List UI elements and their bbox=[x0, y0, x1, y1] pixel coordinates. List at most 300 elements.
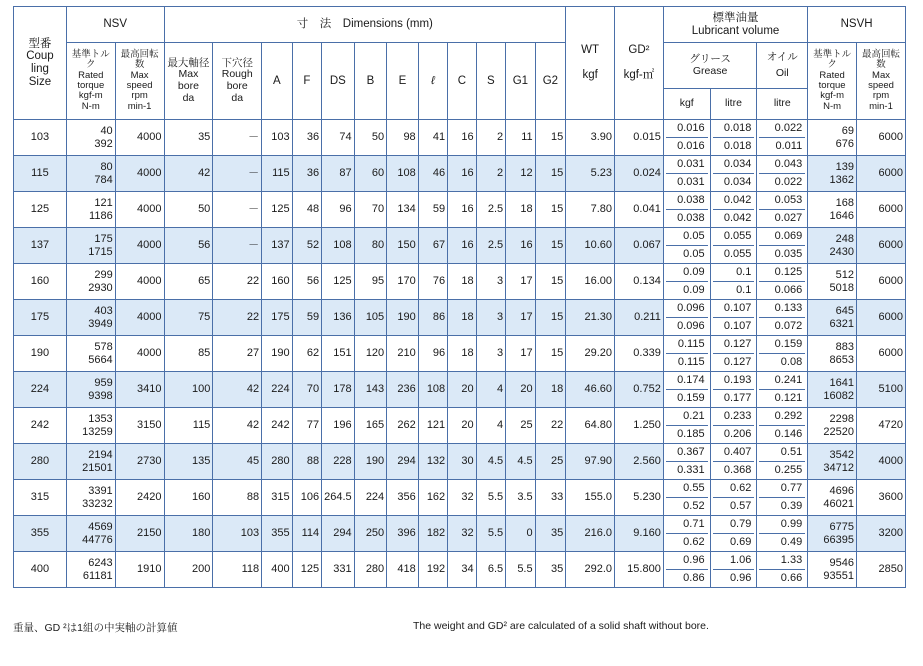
table-row bbox=[14, 264, 906, 300]
cell-rough-bore: 22 bbox=[213, 300, 262, 336]
cell-max-bore: 75 bbox=[164, 300, 213, 336]
table-body bbox=[14, 120, 906, 588]
cell-dim-l: 76 bbox=[418, 264, 447, 300]
cell-oil-litre: 0.053 0.027 bbox=[757, 192, 808, 228]
cell-dim-b: 165 bbox=[354, 408, 387, 444]
cell-dim-g2: 18 bbox=[535, 372, 566, 408]
header-dim-l: ℓ bbox=[418, 43, 447, 120]
cell-dim-a: 190 bbox=[262, 336, 293, 372]
cell-dim-f: 106 bbox=[292, 480, 321, 516]
cell-dim-g1: 17 bbox=[506, 300, 535, 336]
cell-dim-s: 4.5 bbox=[476, 444, 505, 480]
cell-dim-f: 36 bbox=[292, 120, 321, 156]
cell-dim-a: 400 bbox=[262, 552, 293, 588]
header-nsv: NSV bbox=[66, 7, 164, 43]
cell-rough-bore: 42 bbox=[213, 372, 262, 408]
cell-wt: 97.90 bbox=[566, 444, 615, 480]
cell-grease-kgf: 0.367 0.331 bbox=[663, 444, 710, 480]
header-dim-g1: G1 bbox=[506, 43, 535, 120]
cell-oil-litre: 0.022 0.011 bbox=[757, 120, 808, 156]
cell-nsvh-torque: 9546 93551 bbox=[808, 552, 857, 588]
cell-gd: 0.041 bbox=[615, 192, 664, 228]
cell-wt: 5.23 bbox=[566, 156, 615, 192]
cell-size: 160 bbox=[14, 264, 67, 300]
cell-rated-torque: 175 1715 bbox=[66, 228, 115, 264]
header-wt: WT kgf bbox=[566, 7, 615, 120]
cell-dim-g1: 25 bbox=[506, 408, 535, 444]
cell-max-speed: 4000 bbox=[115, 264, 164, 300]
cell-dim-e: 356 bbox=[387, 480, 419, 516]
cell-dim-g1: 3.5 bbox=[506, 480, 535, 516]
cell-max-speed: 1910 bbox=[115, 552, 164, 588]
cell-nsvh-speed: 6000 bbox=[857, 336, 906, 372]
cell-nsvh-speed: 5100 bbox=[857, 372, 906, 408]
cell-grease-kgf: 0.71 0.62 bbox=[663, 516, 710, 552]
cell-gd: 0.211 bbox=[615, 300, 664, 336]
cell-dim-a: 280 bbox=[262, 444, 293, 480]
cell-grease-kgf: 0.038 0.038 bbox=[663, 192, 710, 228]
header-rough-bore: 下穴径 Rough bore da bbox=[213, 43, 262, 120]
cell-wt: 292.0 bbox=[566, 552, 615, 588]
cell-dim-b: 250 bbox=[354, 516, 387, 552]
cell-dim-f: 70 bbox=[292, 372, 321, 408]
cell-dim-ds: 178 bbox=[322, 372, 355, 408]
cell-dim-f: 114 bbox=[292, 516, 321, 552]
cell-dim-e: 418 bbox=[387, 552, 419, 588]
cell-dim-g1: 5.5 bbox=[506, 552, 535, 588]
cell-dim-a: 125 bbox=[262, 192, 293, 228]
cell-dim-e: 236 bbox=[387, 372, 419, 408]
cell-max-bore: 65 bbox=[164, 264, 213, 300]
cell-nsvh-torque: 3542 34712 bbox=[808, 444, 857, 480]
cell-dim-s: 5.5 bbox=[476, 480, 505, 516]
header-max-speed: 最高回転数 Max speed rpm min-1 bbox=[115, 43, 164, 120]
cell-dim-s: 6.5 bbox=[476, 552, 505, 588]
cell-rough-bore: － bbox=[213, 228, 262, 264]
cell-dim-b: 50 bbox=[354, 120, 387, 156]
cell-size: 137 bbox=[14, 228, 67, 264]
cell-rated-torque: 3391 33232 bbox=[66, 480, 115, 516]
cell-dim-ds: 96 bbox=[322, 192, 355, 228]
cell-dim-g1: 11 bbox=[506, 120, 535, 156]
cell-gd: 1.250 bbox=[615, 408, 664, 444]
cell-rough-bore: 27 bbox=[213, 336, 262, 372]
cell-dim-g1: 17 bbox=[506, 336, 535, 372]
cell-dim-c: 16 bbox=[448, 156, 476, 192]
cell-max-speed: 2420 bbox=[115, 480, 164, 516]
cell-dim-e: 98 bbox=[387, 120, 419, 156]
table-row bbox=[14, 372, 906, 408]
cell-rated-torque: 403 3949 bbox=[66, 300, 115, 336]
cell-dim-ds: 74 bbox=[322, 120, 355, 156]
cell-dim-e: 170 bbox=[387, 264, 419, 300]
header-dim-e: E bbox=[387, 43, 419, 120]
cell-dim-l: 192 bbox=[418, 552, 447, 588]
cell-dim-b: 70 bbox=[354, 192, 387, 228]
cell-dim-b: 190 bbox=[354, 444, 387, 480]
cell-dim-e: 108 bbox=[387, 156, 419, 192]
cell-oil-litre: 0.133 0.072 bbox=[757, 300, 808, 336]
cell-size: 242 bbox=[14, 408, 67, 444]
cell-oil-litre: 0.292 0.146 bbox=[757, 408, 808, 444]
cell-rough-bore: 118 bbox=[213, 552, 262, 588]
header-grease: グリース Grease bbox=[663, 43, 757, 89]
cell-dim-l: 96 bbox=[418, 336, 447, 372]
cell-gd: 0.067 bbox=[615, 228, 664, 264]
cell-grease-kgf: 0.115 0.115 bbox=[663, 336, 710, 372]
cell-size: 125 bbox=[14, 192, 67, 228]
cell-dim-c: 34 bbox=[448, 552, 476, 588]
header-oil: オイル Oil bbox=[757, 43, 808, 89]
cell-nsvh-speed: 6000 bbox=[857, 264, 906, 300]
header-model: 型番 Coup ling Size bbox=[14, 7, 67, 120]
cell-dim-a: 175 bbox=[262, 300, 293, 336]
cell-nsvh-torque: 2298 22520 bbox=[808, 408, 857, 444]
cell-dim-l: 41 bbox=[418, 120, 447, 156]
cell-dim-g1: 0 bbox=[506, 516, 535, 552]
cell-grease-litre: 0.62 0.57 bbox=[710, 480, 757, 516]
cell-oil-litre: 0.069 0.035 bbox=[757, 228, 808, 264]
cell-dim-g2: 15 bbox=[535, 228, 566, 264]
cell-dim-g1: 20 bbox=[506, 372, 535, 408]
cell-dim-e: 262 bbox=[387, 408, 419, 444]
cell-dim-c: 18 bbox=[448, 264, 476, 300]
cell-dim-a: 137 bbox=[262, 228, 293, 264]
cell-dim-l: 67 bbox=[418, 228, 447, 264]
cell-wt: 64.80 bbox=[566, 408, 615, 444]
cell-nsvh-speed: 6000 bbox=[857, 192, 906, 228]
cell-rough-bore: － bbox=[213, 156, 262, 192]
cell-dim-g2: 15 bbox=[535, 156, 566, 192]
cell-dim-s: 3 bbox=[476, 336, 505, 372]
table-row bbox=[14, 480, 906, 516]
cell-dim-g2: 15 bbox=[535, 336, 566, 372]
header-grease-kgf: kgf bbox=[663, 89, 710, 120]
cell-dim-g2: 35 bbox=[535, 552, 566, 588]
cell-dim-ds: 136 bbox=[322, 300, 355, 336]
cell-max-speed: 4000 bbox=[115, 192, 164, 228]
cell-rough-bore: － bbox=[213, 120, 262, 156]
cell-dim-g2: 25 bbox=[535, 444, 566, 480]
cell-rough-bore: 45 bbox=[213, 444, 262, 480]
cell-dim-c: 18 bbox=[448, 300, 476, 336]
cell-oil-litre: 0.77 0.39 bbox=[757, 480, 808, 516]
table-row bbox=[14, 552, 906, 588]
cell-dim-ds: 196 bbox=[322, 408, 355, 444]
cell-grease-kgf: 0.21 0.185 bbox=[663, 408, 710, 444]
cell-dim-g2: 15 bbox=[535, 120, 566, 156]
cell-grease-litre: 0.034 0.034 bbox=[710, 156, 757, 192]
cell-size: 400 bbox=[14, 552, 67, 588]
cell-nsvh-torque: 1641 16082 bbox=[808, 372, 857, 408]
cell-dim-s: 5.5 bbox=[476, 516, 505, 552]
cell-grease-kgf: 0.05 0.05 bbox=[663, 228, 710, 264]
table-row bbox=[14, 408, 906, 444]
cell-wt: 216.0 bbox=[566, 516, 615, 552]
header-dim-f: F bbox=[292, 43, 321, 120]
header-dim-g2: G2 bbox=[535, 43, 566, 120]
cell-grease-kgf: 0.96 0.86 bbox=[663, 552, 710, 588]
cell-max-bore: 115 bbox=[164, 408, 213, 444]
cell-dim-f: 52 bbox=[292, 228, 321, 264]
cell-grease-litre: 0.127 0.127 bbox=[710, 336, 757, 372]
cell-dim-ds: 87 bbox=[322, 156, 355, 192]
cell-dim-s: 4 bbox=[476, 372, 505, 408]
cell-rough-bore: 42 bbox=[213, 408, 262, 444]
header-dim-c: C bbox=[448, 43, 476, 120]
cell-max-bore: 35 bbox=[164, 120, 213, 156]
cell-dim-f: 59 bbox=[292, 300, 321, 336]
cell-dim-g1: 18 bbox=[506, 192, 535, 228]
cell-rated-torque: 121 1186 bbox=[66, 192, 115, 228]
cell-dim-l: 132 bbox=[418, 444, 447, 480]
cell-max-speed: 3150 bbox=[115, 408, 164, 444]
cell-nsvh-speed: 6000 bbox=[857, 300, 906, 336]
cell-nsvh-torque: 69 676 bbox=[808, 120, 857, 156]
cell-gd: 15.800 bbox=[615, 552, 664, 588]
cell-grease-litre: 0.407 0.368 bbox=[710, 444, 757, 480]
cell-oil-litre: 0.241 0.121 bbox=[757, 372, 808, 408]
cell-dim-c: 16 bbox=[448, 228, 476, 264]
header-oil-litre: litre bbox=[757, 89, 808, 120]
cell-dim-a: 115 bbox=[262, 156, 293, 192]
cell-rated-torque: 40 392 bbox=[66, 120, 115, 156]
cell-dim-c: 32 bbox=[448, 480, 476, 516]
cell-nsvh-speed: 4000 bbox=[857, 444, 906, 480]
cell-grease-litre: 0.055 0.055 bbox=[710, 228, 757, 264]
cell-dim-e: 294 bbox=[387, 444, 419, 480]
cell-grease-litre: 0.018 0.018 bbox=[710, 120, 757, 156]
cell-dim-f: 77 bbox=[292, 408, 321, 444]
cell-wt: 16.00 bbox=[566, 264, 615, 300]
cell-grease-kgf: 0.096 0.096 bbox=[663, 300, 710, 336]
cell-max-speed: 4000 bbox=[115, 120, 164, 156]
cell-dim-l: 86 bbox=[418, 300, 447, 336]
cell-rated-torque: 80 784 bbox=[66, 156, 115, 192]
header-dim-ds: DS bbox=[322, 43, 355, 120]
cell-dim-l: 121 bbox=[418, 408, 447, 444]
cell-dim-g1: 4.5 bbox=[506, 444, 535, 480]
table-row bbox=[14, 192, 906, 228]
cell-nsvh-torque: 4696 46021 bbox=[808, 480, 857, 516]
cell-dim-f: 88 bbox=[292, 444, 321, 480]
cell-dim-f: 36 bbox=[292, 156, 321, 192]
cell-dim-g2: 15 bbox=[535, 300, 566, 336]
header-gd: GD² kgf-㎡ bbox=[615, 7, 664, 120]
cell-max-speed: 4000 bbox=[115, 336, 164, 372]
cell-dim-c: 16 bbox=[448, 120, 476, 156]
table-row bbox=[14, 120, 906, 156]
cell-grease-kgf: 0.174 0.159 bbox=[663, 372, 710, 408]
table-row bbox=[14, 228, 906, 264]
cell-dim-g2: 15 bbox=[535, 192, 566, 228]
cell-rated-torque: 578 5664 bbox=[66, 336, 115, 372]
cell-nsvh-torque: 168 1646 bbox=[808, 192, 857, 228]
cell-wt: 7.80 bbox=[566, 192, 615, 228]
cell-grease-kgf: 0.016 0.016 bbox=[663, 120, 710, 156]
cell-dim-b: 280 bbox=[354, 552, 387, 588]
table-row bbox=[14, 156, 906, 192]
header-dim-s: S bbox=[476, 43, 505, 120]
cell-dim-s: 4 bbox=[476, 408, 505, 444]
cell-size: 190 bbox=[14, 336, 67, 372]
cell-nsvh-speed: 2850 bbox=[857, 552, 906, 588]
cell-wt: 46.60 bbox=[566, 372, 615, 408]
cell-rough-bore: － bbox=[213, 192, 262, 228]
cell-nsvh-torque: 6775 66395 bbox=[808, 516, 857, 552]
table-row bbox=[14, 516, 906, 552]
cell-max-bore: 135 bbox=[164, 444, 213, 480]
cell-dim-f: 125 bbox=[292, 552, 321, 588]
cell-wt: 3.90 bbox=[566, 120, 615, 156]
cell-grease-kgf: 0.031 0.031 bbox=[663, 156, 710, 192]
cell-grease-litre: 0.233 0.206 bbox=[710, 408, 757, 444]
cell-dim-s: 2.5 bbox=[476, 228, 505, 264]
cell-gd: 0.134 bbox=[615, 264, 664, 300]
cell-wt: 29.20 bbox=[566, 336, 615, 372]
cell-grease-litre: 0.042 0.042 bbox=[710, 192, 757, 228]
cell-nsvh-speed: 6000 bbox=[857, 120, 906, 156]
cell-max-bore: 200 bbox=[164, 552, 213, 588]
cell-rated-torque: 299 2930 bbox=[66, 264, 115, 300]
cell-dim-l: 162 bbox=[418, 480, 447, 516]
cell-max-speed: 4000 bbox=[115, 228, 164, 264]
cell-dim-ds: 228 bbox=[322, 444, 355, 480]
cell-dim-a: 103 bbox=[262, 120, 293, 156]
cell-wt: 10.60 bbox=[566, 228, 615, 264]
cell-gd: 9.160 bbox=[615, 516, 664, 552]
cell-wt: 155.0 bbox=[566, 480, 615, 516]
cell-rated-torque: 1353 13259 bbox=[66, 408, 115, 444]
header-dim-b: B bbox=[354, 43, 387, 120]
cell-dim-b: 95 bbox=[354, 264, 387, 300]
cell-oil-litre: 0.99 0.49 bbox=[757, 516, 808, 552]
cell-dim-e: 396 bbox=[387, 516, 419, 552]
cell-oil-litre: 1.33 0.66 bbox=[757, 552, 808, 588]
cell-nsvh-speed: 4720 bbox=[857, 408, 906, 444]
cell-dim-s: 2 bbox=[476, 156, 505, 192]
cell-dim-c: 20 bbox=[448, 408, 476, 444]
cell-max-speed: 4000 bbox=[115, 300, 164, 336]
cell-max-bore: 42 bbox=[164, 156, 213, 192]
cell-dim-b: 143 bbox=[354, 372, 387, 408]
cell-size: 175 bbox=[14, 300, 67, 336]
cell-dim-c: 18 bbox=[448, 336, 476, 372]
cell-dim-g2: 33 bbox=[535, 480, 566, 516]
cell-dim-s: 2 bbox=[476, 120, 505, 156]
cell-nsvh-torque: 512 5018 bbox=[808, 264, 857, 300]
cell-nsvh-torque: 883 8653 bbox=[808, 336, 857, 372]
header-dimensions: 寸 法 Dimensions (mm) bbox=[164, 7, 566, 43]
cell-gd: 0.024 bbox=[615, 156, 664, 192]
cell-rough-bore: 103 bbox=[213, 516, 262, 552]
cell-grease-kgf: 0.09 0.09 bbox=[663, 264, 710, 300]
cell-dim-s: 2.5 bbox=[476, 192, 505, 228]
cell-dim-l: 108 bbox=[418, 372, 447, 408]
cell-size: 224 bbox=[14, 372, 67, 408]
cell-nsvh-speed: 6000 bbox=[857, 228, 906, 264]
cell-size: 315 bbox=[14, 480, 67, 516]
cell-dim-a: 315 bbox=[262, 480, 293, 516]
cell-dim-g2: 35 bbox=[535, 516, 566, 552]
cell-dim-a: 242 bbox=[262, 408, 293, 444]
header-nsvh-torque: 基準トルク Rated torque kgf-m N-m bbox=[808, 43, 857, 120]
cell-dim-b: 60 bbox=[354, 156, 387, 192]
cell-dim-ds: 125 bbox=[322, 264, 355, 300]
cell-dim-e: 190 bbox=[387, 300, 419, 336]
header-nsvh-speed: 最高回転数 Max speed rpm min-1 bbox=[857, 43, 906, 120]
cell-rated-torque: 6243 61181 bbox=[66, 552, 115, 588]
cell-dim-b: 120 bbox=[354, 336, 387, 372]
table-row bbox=[14, 444, 906, 480]
table-row bbox=[14, 300, 906, 336]
header-nsvh: NSVH bbox=[808, 7, 906, 43]
cell-dim-c: 30 bbox=[448, 444, 476, 480]
cell-grease-litre: 1.06 0.96 bbox=[710, 552, 757, 588]
cell-grease-litre: 0.193 0.177 bbox=[710, 372, 757, 408]
cell-dim-g1: 16 bbox=[506, 228, 535, 264]
cell-dim-l: 182 bbox=[418, 516, 447, 552]
cell-grease-kgf: 0.55 0.52 bbox=[663, 480, 710, 516]
cell-dim-c: 20 bbox=[448, 372, 476, 408]
cell-oil-litre: 0.125 0.066 bbox=[757, 264, 808, 300]
cell-max-bore: 160 bbox=[164, 480, 213, 516]
cell-dim-b: 80 bbox=[354, 228, 387, 264]
cell-oil-litre: 0.159 0.08 bbox=[757, 336, 808, 372]
cell-grease-litre: 0.79 0.69 bbox=[710, 516, 757, 552]
cell-nsvh-torque: 645 6321 bbox=[808, 300, 857, 336]
cell-rated-torque: 4569 44776 bbox=[66, 516, 115, 552]
cell-gd: 0.339 bbox=[615, 336, 664, 372]
cell-max-speed: 2730 bbox=[115, 444, 164, 480]
cell-dim-a: 355 bbox=[262, 516, 293, 552]
cell-max-bore: 180 bbox=[164, 516, 213, 552]
cell-dim-e: 150 bbox=[387, 228, 419, 264]
cell-nsvh-speed: 6000 bbox=[857, 156, 906, 192]
cell-max-speed: 2150 bbox=[115, 516, 164, 552]
header-grease-litre: litre bbox=[710, 89, 757, 120]
cell-max-bore: 100 bbox=[164, 372, 213, 408]
cell-max-bore: 50 bbox=[164, 192, 213, 228]
cell-gd: 0.752 bbox=[615, 372, 664, 408]
cell-dim-e: 134 bbox=[387, 192, 419, 228]
cell-dim-a: 224 bbox=[262, 372, 293, 408]
cell-max-speed: 4000 bbox=[115, 156, 164, 192]
cell-size: 280 bbox=[14, 444, 67, 480]
cell-nsvh-torque: 248 2430 bbox=[808, 228, 857, 264]
cell-max-speed: 3410 bbox=[115, 372, 164, 408]
cell-dim-ds: 331 bbox=[322, 552, 355, 588]
cell-dim-b: 224 bbox=[354, 480, 387, 516]
cell-dim-f: 56 bbox=[292, 264, 321, 300]
footnote-jp: 重量、GD ²は1組の中実軸の計算値 bbox=[13, 622, 178, 634]
cell-dim-ds: 108 bbox=[322, 228, 355, 264]
cell-dim-c: 16 bbox=[448, 192, 476, 228]
cell-dim-g2: 15 bbox=[535, 264, 566, 300]
cell-nsvh-torque: 139 1362 bbox=[808, 156, 857, 192]
cell-grease-litre: 0.1 0.1 bbox=[710, 264, 757, 300]
cell-dim-f: 48 bbox=[292, 192, 321, 228]
cell-rated-torque: 959 9398 bbox=[66, 372, 115, 408]
cell-dim-e: 210 bbox=[387, 336, 419, 372]
header-rated-torque: 基準トルク Rated torque kgf-m N-m bbox=[66, 43, 115, 120]
cell-dim-l: 46 bbox=[418, 156, 447, 192]
cell-dim-c: 32 bbox=[448, 516, 476, 552]
header-dim-a: A bbox=[262, 43, 293, 120]
cell-dim-ds: 264.5 bbox=[322, 480, 355, 516]
cell-dim-b: 105 bbox=[354, 300, 387, 336]
cell-max-bore: 85 bbox=[164, 336, 213, 372]
